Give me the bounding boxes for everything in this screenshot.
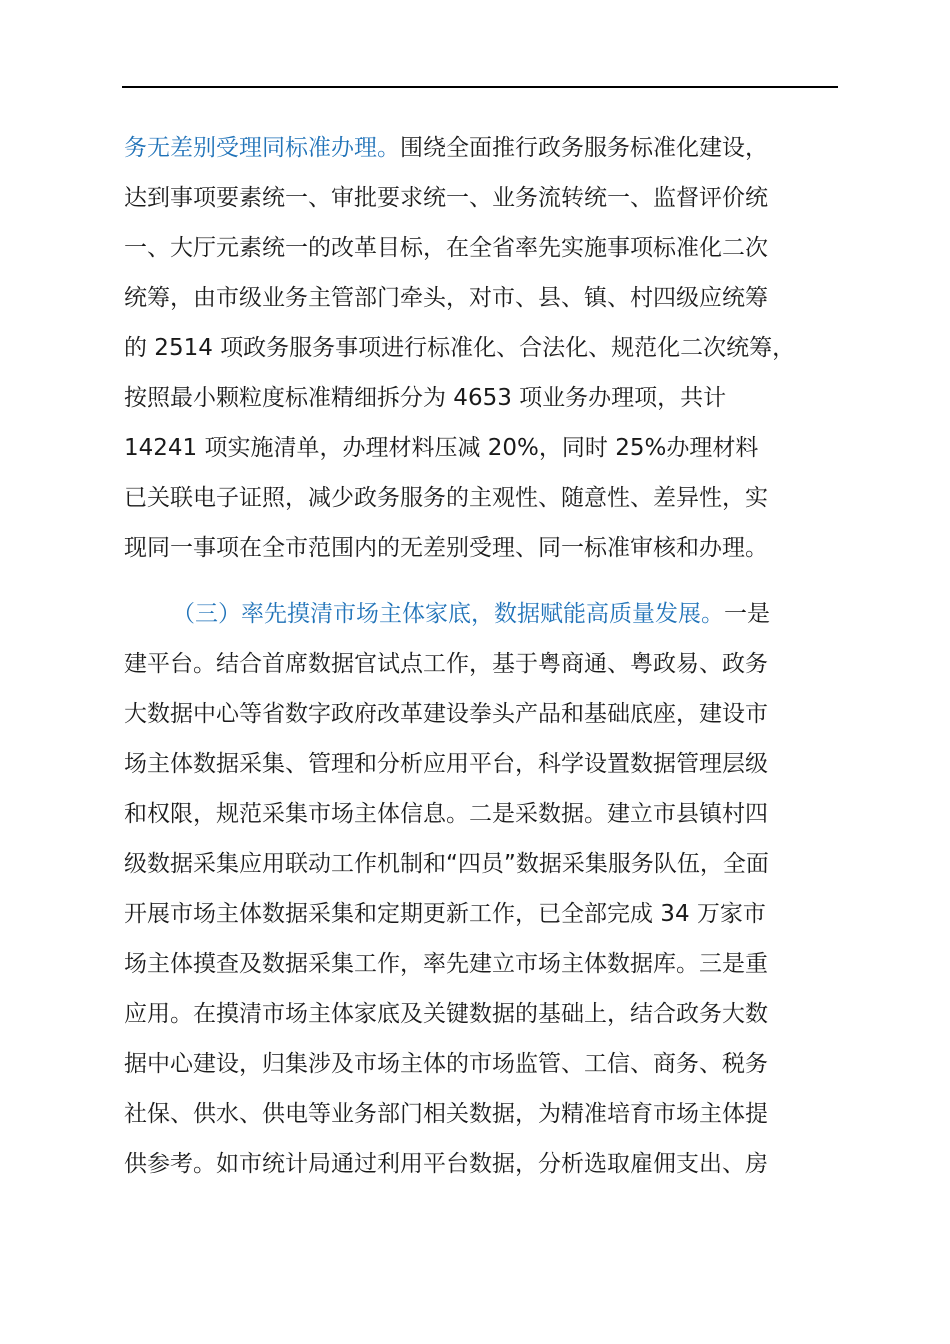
line-text: 围绕全面推行政务服务标准化建设， — [400, 135, 768, 161]
paragraph-line — [124, 794, 768, 834]
paragraph-line — [124, 128, 768, 168]
highlighted-heading: 务无差别受理同标准办理。 — [124, 135, 400, 161]
line-text: 应用。在摸清市场主体家底及关键数据的基础上，结合政务大数 — [124, 1001, 768, 1027]
paragraph-line — [124, 278, 768, 318]
paragraph-line — [124, 228, 768, 268]
header-rule — [122, 86, 838, 88]
paragraph-line — [124, 1144, 768, 1184]
line-text: 一是 — [724, 601, 770, 627]
line-text: 14241 项实施清单，办理材料压减 20%，同时 25%办理材料 — [124, 435, 759, 461]
paragraph-line — [172, 594, 770, 634]
line-text: 开展市场主体数据采集和定期更新工作，已全部完成 34 万家市 — [124, 901, 766, 927]
line-text: 统筹，由市级业务主管部门牵头，对市、县、镇、村四级应统筹 — [124, 285, 768, 311]
paragraph-line — [124, 428, 758, 468]
line-text: 场主体摸查及数据采集工作，率先建立市场主体数据库。三是重 — [124, 951, 768, 977]
paragraph-line — [124, 844, 769, 884]
paragraph-line — [124, 944, 768, 984]
line-text: 据中心建设，归集涉及市场主体的市场监管、工信、商务、税务 — [124, 1051, 768, 1077]
line-text: 按照最小颗粒度标准精细拆分为 4653 项业务办理项，共计 — [124, 385, 727, 411]
paragraph-line — [124, 378, 726, 418]
line-text: 级数据采集应用联动工作机制和“四员”数据采集服务队伍，全面 — [124, 851, 769, 877]
line-text: 现同一事项在全市范围内的无差别受理、同一标准审核和办理。 — [124, 535, 768, 561]
line-text: 达到事项要素统一、审批要求统一、业务流转统一、监督评价统 — [124, 185, 768, 211]
paragraph-line — [124, 744, 768, 784]
paragraph-line — [124, 994, 768, 1034]
paragraph-line — [124, 694, 768, 734]
paragraph-line — [124, 644, 768, 684]
line-text: 已关联电子证照，减少政务服务的主观性、随意性、差异性，实 — [124, 485, 768, 511]
line-text: 场主体数据采集、管理和分析应用平台，科学设置数据管理层级 — [124, 751, 768, 777]
paragraph-line — [124, 894, 766, 934]
line-text: 的 2514 项政务服务事项进行标准化、合法化、规范化二次统筹， — [124, 335, 796, 361]
line-text: 社保、供水、供电等业务部门相关数据，为精准培育市场主体提 — [124, 1101, 768, 1127]
line-text: 大数据中心等省数字政府改革建设拳头产品和基础底座，建设市 — [124, 701, 768, 727]
section-heading: （三）率先摸清市场主体家底，数据赋能高质量发展。 — [172, 601, 724, 627]
paragraph-line — [124, 178, 768, 218]
line-text: 一、大厅元素统一的改革目标，在全省率先实施事项标准化二次 — [124, 235, 768, 261]
paragraph-line — [124, 1044, 768, 1084]
line-text: 和权限，规范采集市场主体信息。二是采数据。建立市县镇村四 — [124, 801, 768, 827]
paragraph-line — [124, 328, 795, 368]
paragraph-line — [124, 1094, 768, 1134]
line-text: 供参考。如市统计局通过利用平台数据，分析选取雇佣支出、房 — [124, 1151, 768, 1177]
paragraph-line — [124, 478, 768, 518]
line-text: 建平台。结合首席数据官试点工作，基于粤商通、粤政易、政务 — [124, 651, 768, 677]
paragraph-line — [124, 528, 768, 568]
